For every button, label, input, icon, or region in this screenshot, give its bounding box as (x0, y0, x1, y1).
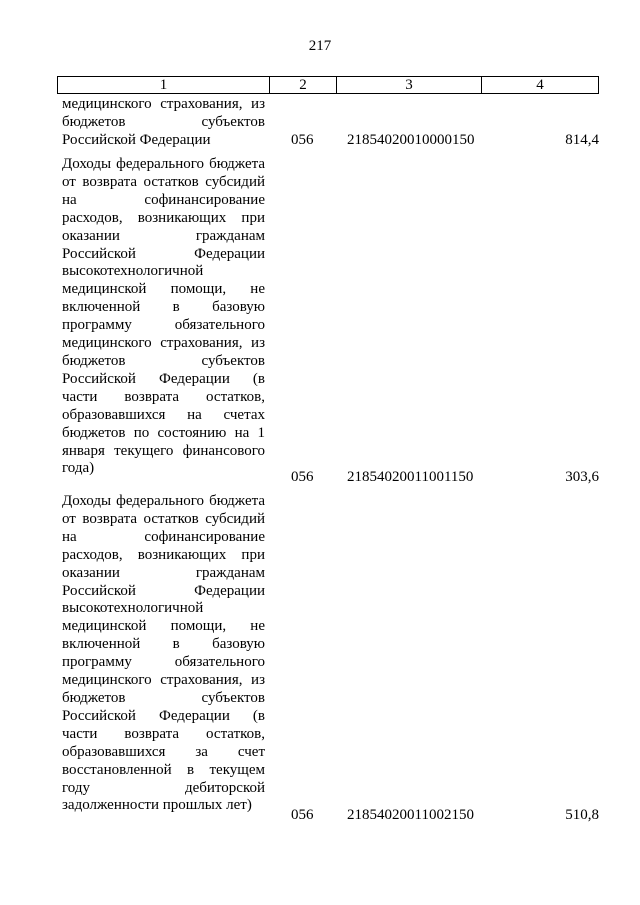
table-header (57, 76, 599, 94)
table-row-2-admin-code: 056 (291, 469, 314, 485)
table-row-2-kbk: 21854020011001150 (347, 469, 474, 485)
table-row-1-amount: 814,4 (565, 132, 599, 148)
table-row-3-admin-code: 056 (291, 807, 314, 823)
table-row-1-kbk: 21854020010000150 (347, 132, 475, 148)
table-row-3-kbk: 21854020011002150 (347, 807, 474, 823)
table-row-1-admin-code: 056 (291, 132, 314, 148)
header-col-4: 4 (481, 77, 598, 93)
table-row-2-description: Доходы федерального бюджета от возврата остатков субсидий на софинансирование расходов, возникающих при оказании гражданам Российской Федерации высокотехнологичной медицинской помощи, не включенной в базовую программу обязательного медицинского страхования, из бюджетов субъектов Российской Федерации (в части возврата остатков, образовавшихся на счетах бюджетов по состоянию на 1 января текущего финансового года) (62, 156, 265, 477)
header-col-2: 2 (269, 77, 336, 93)
table-row-2-amount: 303,6 (565, 469, 599, 485)
header-col-1: 1 (159, 77, 168, 93)
table-row-3-amount: 510,8 (565, 807, 599, 823)
table-row-1-description: медицинского страхования, из бюджетов субъектов Российской Федерации (62, 96, 265, 148)
table-row-3-description: Доходы федерального бюджета от возврата остатков субсидий на софинансирование расходов, возникающих при оказании гражданам Российской Федерации высокотехнологичной медицинской помощи, не включенной в базовую программу обязательного медицинского страхования, из бюджетов субъектов Российской Федерации (в части возврата остатков, образовавшихся за счет восстановленной в текущем году дебиторской задолженности прошлых лет) (62, 493, 265, 814)
page-number: 217 (308, 38, 332, 54)
header-col-3: 3 (336, 77, 481, 93)
